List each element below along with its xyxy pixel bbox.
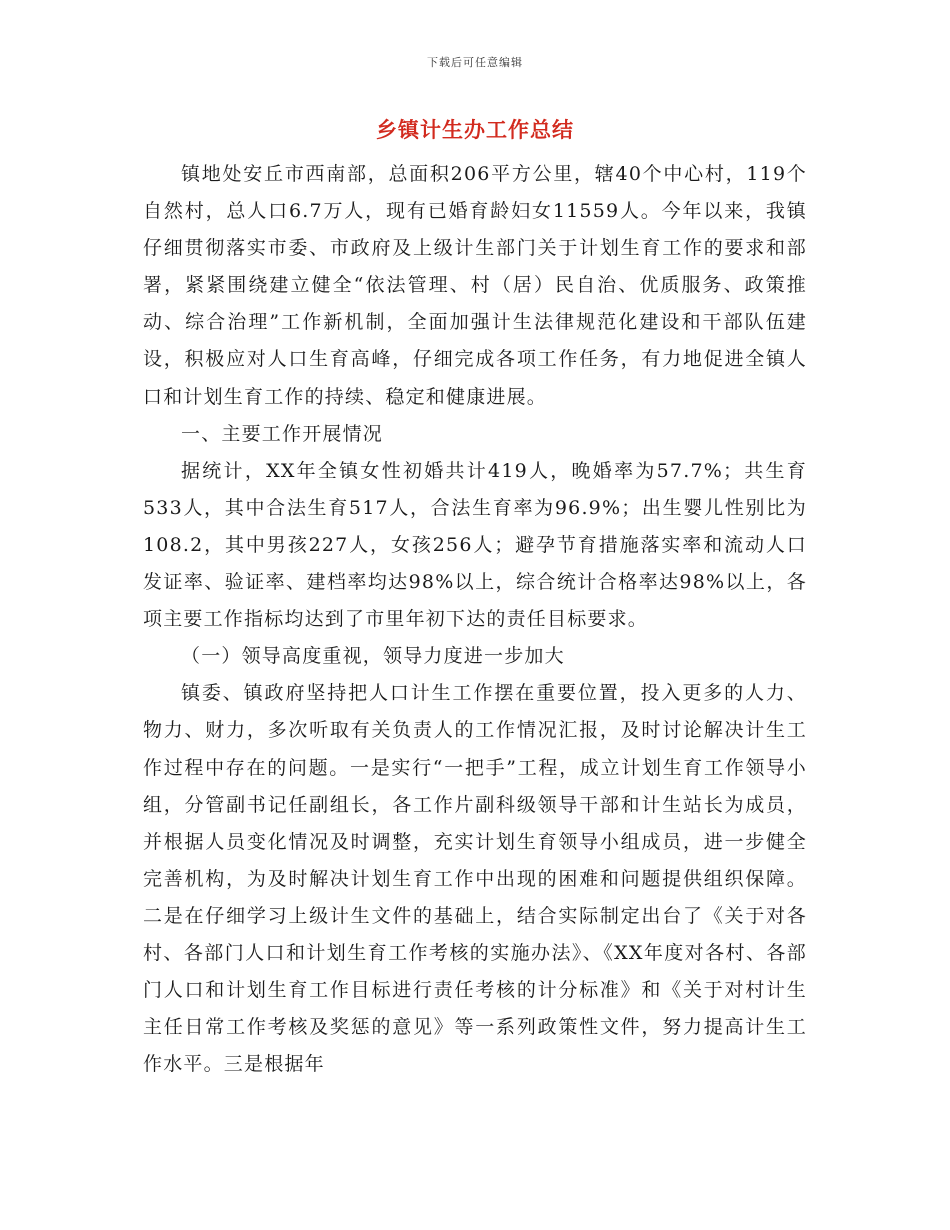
- statistics-paragraph: 据统计，XX年全镇女性初婚共计419人，晚婚率为57.7%；共生育533人，其中合法生育517人，合法生育率为96.9%；出生婴儿性别比为108.2，其中男孩227人，女孩256人；避孕节育措施落实率和流动人口发证率、验证率、建档率均达98%以上，综合统计合格率达98%以上，各项主要工作指标均达到了市里年初下达的责任目标要求。: [143, 459, 807, 631]
- page-title: 乡镇计生办工作总结: [376, 117, 574, 142]
- document-body: [143, 156, 807, 1083]
- leadership-paragraph: 镇委、镇政府坚持把人口计生工作摆在重要位置，投入更多的人力、物力、财力，多次听取有关负责人的工作情况汇报，及时讨论解决计生工作过程中存在的问题。一是实行“一把手”工程，成立计划生育工作领导小组，分管副书记任副组长，各工作片副科级领导干部和计生站长为成员，并根据人员变化情况及时调整，充实计划生育领导小组成员，进一步健全完善机构，为及时解决计划生育工作中出现的困难和问题提供组织保障。二是在仔细学习上级计生文件的基础上，结合实际制定出台了《关于对各村、各部门人口和计划生育工作考核的实施办法》、《XX年度对各村、各部门人口和计划生育工作目标进行责任考核的计分标准》和《关于对村计生主任日常工作考核及奖惩的意见》等一系列政策性文件，努力提高计生工作水平。三是根据年: [143, 682, 807, 1076]
- header-note: 下载后可任意编辑: [427, 56, 523, 69]
- subsection-heading: （一）领导高度重视，领导力度进一步加大: [181, 645, 565, 668]
- section-heading: 一、主要工作开展情况: [181, 422, 384, 445]
- intro-paragraph: 镇地处安丘市西南部，总面积206平方公里，辖40个中心村，119个自然村，总人口6.7万人，现有已婚育龄妇女11559人。今年以来，我镇仔细贯彻落实市委、市政府及上级计生部门关于计划生育工作的要求和部署，紧紧围绕建立健全“依法管理、村（居）民自治、优质服务、政策推动、综合治理”工作新机制，全面加强计生法律规范化建设和干部队伍建设，积极应对人口生育高峰，仔细完成各项工作任务，有力地促进全镇人口和计划生育工作的持续、稳定和健康进展。: [143, 163, 807, 408]
